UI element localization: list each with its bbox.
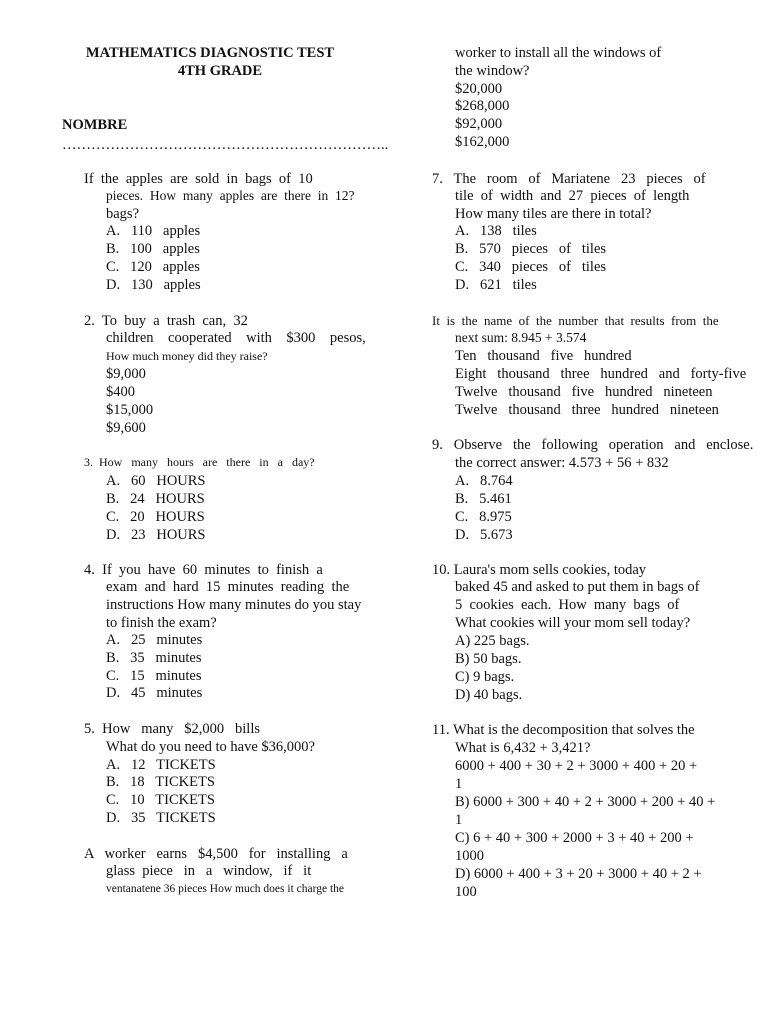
answer-option-b-cont: 1: [455, 812, 463, 828]
question-text: children cooperated with $300 pesos,: [106, 330, 366, 346]
question-text: If the apples are sold in bags of 10: [84, 171, 313, 187]
question-text: to finish the exam?: [106, 615, 217, 631]
question-text: 2. To buy a trash can, 32: [84, 313, 248, 329]
question-text: It is the name of the number that results from the: [432, 313, 719, 328]
answer-option-a: $20,000: [455, 81, 503, 97]
grade-title: 4TH GRADE: [177, 63, 263, 79]
answer-option-c: C) 6 + 40 + 300 + 2000 + 3 + 40 + 200 +: [455, 830, 694, 846]
question-text: 3. How many hours are there in a day?: [84, 455, 315, 469]
answer-option-d: $9,600: [106, 420, 146, 436]
question-text: glass piece in a window, if it: [106, 863, 312, 879]
question-text: worker to install all the windows of: [455, 45, 662, 61]
answer-option-a: A. 25 minutes: [106, 632, 203, 648]
answer-option-c: C. 10 TICKETS: [106, 792, 215, 808]
answer-option-a: $9,000: [106, 366, 146, 382]
question-text: tile of width and 27 pieces of length: [455, 188, 690, 204]
question-text: How many tiles are there in total?: [455, 206, 652, 222]
answer-option-d: D. 130 apples: [106, 277, 201, 293]
answer-option-b: $400: [106, 384, 135, 400]
answer-option-b: B. 35 minutes: [106, 650, 202, 666]
question-text: the correct answer: 4.573 + 56 + 832: [455, 455, 669, 471]
question-text: the window?: [455, 63, 530, 79]
question-text: A worker earns $4,500 for installing a: [84, 846, 348, 862]
answer-option-c: $92,000: [455, 116, 503, 132]
answer-option-b: B. 18 TICKETS: [106, 774, 215, 790]
answer-option-b: B. 570 pieces of tiles: [455, 241, 607, 257]
answer-option-c: C. 8.975: [455, 509, 512, 525]
question-text: 10. Laura's mom sells cookies, today: [432, 562, 647, 578]
answer-option-a: A. 12 TICKETS: [106, 757, 216, 773]
answer-option-c-cont: 1000: [455, 848, 484, 864]
answer-option-b: B) 6000 + 300 + 40 + 2 + 3000 + 200 + 40 +: [455, 794, 716, 810]
answer-option-d: D. 45 minutes: [106, 685, 203, 701]
question-text: How much money did they raise?: [106, 349, 268, 363]
question-text: instructions How many minutes do you stay: [106, 597, 362, 613]
answer-option-d: D. 23 HOURS: [106, 527, 206, 543]
answer-option-d: D. 621 tiles: [455, 277, 537, 293]
answer-option-c: C. 20 HOURS: [106, 509, 205, 525]
question-text: bags?: [106, 206, 140, 222]
test-title: MATHEMATICS DIAGNOSTIC TEST: [85, 45, 335, 61]
answer-option-a: A. 110 apples: [106, 223, 201, 239]
answer-option-a-cont: 1: [455, 776, 463, 792]
answer-option-b: B. 100 apples: [106, 241, 200, 257]
answer-option-d: D. 5.673: [455, 527, 513, 543]
answer-option-b: Eight thousand three hundred and forty-five: [455, 366, 747, 382]
answer-option-b: B) 50 bags.: [455, 651, 522, 667]
answer-option-b: B. 5.461: [455, 491, 512, 507]
question-text: baked 45 and asked to put them in bags of: [455, 579, 700, 595]
question-text: 5. How many $2,000 bills: [84, 721, 261, 737]
answer-option-d: D) 40 bags.: [455, 687, 523, 703]
answer-option-a: A. 138 tiles: [455, 223, 537, 239]
question-text: 4. If you have 60 minutes to finish a: [84, 562, 323, 578]
answer-option-b: B. 24 HOURS: [106, 491, 205, 507]
question-text: What cookies will your mom sell today?: [455, 615, 691, 631]
question-text: What do you need to have $36,000?: [106, 739, 315, 755]
question-text: 11. What is the decomposition that solves the: [432, 722, 695, 738]
answer-option-c: C. 120 apples: [106, 259, 200, 275]
question-text: ventanatene 36 pieces How much does it charge the: [106, 883, 345, 895]
answer-option-d-cont: 100: [455, 884, 477, 900]
name-label: NOMBRE: [62, 117, 128, 133]
question-text: What is 6,432 + 3,421?: [455, 740, 591, 756]
question-text: 7. The room of Mariatene 23 pieces of: [432, 171, 706, 187]
answer-option-a: 6000 + 400 + 30 + 2 + 3000 + 400 + 20 +: [455, 758, 698, 774]
answer-option-a: Ten thousand five hundred: [455, 348, 632, 364]
answer-option-d: $162,000: [455, 134, 510, 150]
answer-option-d: Twelve thousand three hundred nineteen: [455, 402, 719, 418]
answer-option-c: C) 9 bags.: [455, 669, 515, 685]
question-text: 5 cookies each. How many bags of: [455, 597, 680, 613]
answer-option-d: D) 6000 + 400 + 3 + 20 + 3000 + 40 + 2 +: [455, 866, 702, 882]
name-line: …………………………………………………………..: [62, 137, 389, 153]
question-text: next sum: 8.945 + 3.574: [455, 330, 587, 345]
answer-option-c: Twelve thousand five hundred nineteen: [455, 384, 713, 400]
answer-option-a: A) 225 bags.: [455, 633, 530, 649]
question-text: 9. Observe the following operation and enclose.: [432, 437, 754, 453]
question-text: pieces. How many apples are there in 12?: [106, 188, 355, 203]
answer-option-c: C. 340 pieces of tiles: [455, 259, 607, 275]
answer-option-a: A. 8.764: [455, 473, 513, 489]
answer-option-a: A. 60 HOURS: [106, 473, 206, 489]
answer-option-c: C. 15 minutes: [106, 668, 202, 684]
question-text: exam and hard 15 minutes reading the: [106, 579, 350, 595]
answer-option-b: $268,000: [455, 98, 510, 114]
answer-option-d: D. 35 TICKETS: [106, 810, 216, 826]
answer-option-c: $15,000: [106, 402, 154, 418]
